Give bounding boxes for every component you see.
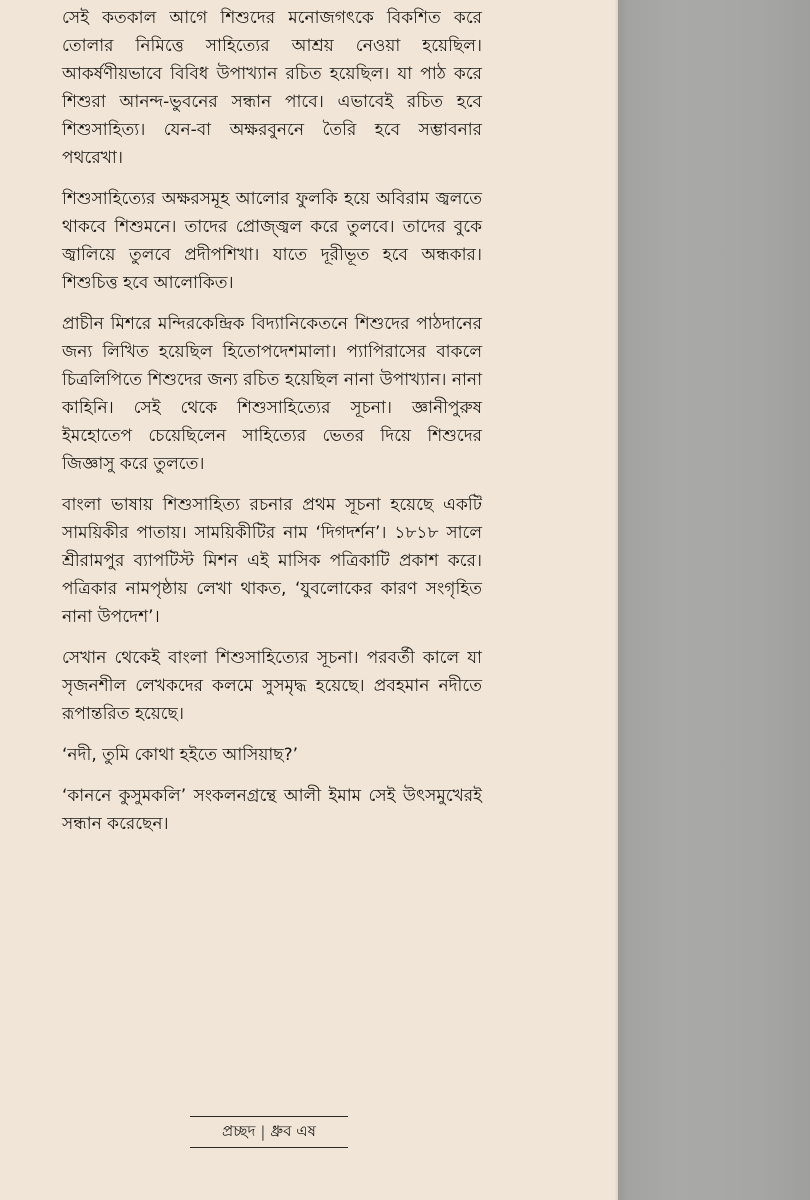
blurb-paragraph-1: সেই কতকাল আগে শিশুদের মনোজগৎকে বিকশিত করে তোলার নিমিত্তে সাহিত্যের আশ্রয় নেওয়া হয়েছিল। আকর্ষণীয়ভাবে বিবিধ উপাখ্যান রচিত হয়েছিল। যা পাঠ করে শিশুরা আনন্দ-ভুবনের সন্ধান পাবে। এভাবেই রচিত হবে শিশুসাহিত্য। যেন-বা অক্ষরবুননে তৈরি হবে সম্ভাবনার পথরেখা। xyxy=(62,8,482,168)
cover-credit xyxy=(190,1116,348,1148)
scan-background-edge xyxy=(618,0,810,1200)
blurb-paragraph-7: ‘কাননে কুসুমকলি’ সংকলনগ্রন্থে আলী ইমাম সেই উৎসমুখেরই সন্ধান করেছেন। xyxy=(62,786,482,834)
cover-credit-name: ধ্রুব এষ xyxy=(270,1121,316,1140)
cover-credit-label: প্রচ্ছদ xyxy=(222,1121,256,1140)
blurb-paragraph-2: শিশুসাহিত্যের অক্ষরসমূহ আলোর ফুলকি হয়ে অবিরাম জ্বলতে থাকবে শিশুমনে। তাদের প্রোজ্জ্বল করে তুলবে। তাদের বুকে জ্বালিয়ে তুলবে প্রদীপশিখা। যাতে দূরীভূত হবে অন্ধকার। শিশুচিত্ত হবে আলোকিত। xyxy=(62,189,482,293)
cover-credit-separator: | xyxy=(260,1123,266,1141)
blurb-quote: ‘নদী, তুমি কোথা হইতে আসিয়াছ?’ xyxy=(62,745,299,765)
blurb-paragraph-5: সেখান থেকেই বাংলা শিশুসাহিত্যের সূচনা। পরবর্তী কালে যা সৃজনশীল লেখকদের কলমে সুসমৃদ্ধ হয়েছে। প্রবহমান নদীতে রূপান্তরিত হয়েছে। xyxy=(62,648,482,724)
blurb-text xyxy=(62,4,482,851)
blurb-paragraph-3: প্রাচীন মিশরে মন্দিরকেন্দ্রিক বিদ্যানিকেতনে শিশুদের পাঠদানের জন্য লিখিত হয়েছিল হিতোপদেশমালা। প্যাপিরাসের বাকলে চিত্রলিপিতে শিশুদের জন্য রচিত হয়েছিল নানা উপাখ্যান। নানা কাহিনি। সেই থেকে শিশুসাহিত্যের সূচনা। জ্ঞানীপুরুষ ইমহোতেপ চেয়েছিলেন সাহিত্যের ভেতর দিয়ে শিশুদের জিজ্ঞাসু করে তুলতে। xyxy=(62,314,482,474)
blurb-paragraph-4: বাংলা ভাষায় শিশুসাহিত্য রচনার প্রথম সূচনা হয়েছে একটি সাময়িকীর পাতায়। সাময়িকীটির নাম ‘দিগদর্শন’। ১৮১৮ সালে শ্রীরামপুর ব্যাপটিস্ট মিশন এই মাসিক পত্রিকাটি প্রকাশ করে। পত্রিকার নামপৃষ্ঠায় লেখা থাকত, ‘যুবলোকের কারণ সংগৃহিত নানা উপদেশ’। xyxy=(62,495,482,627)
